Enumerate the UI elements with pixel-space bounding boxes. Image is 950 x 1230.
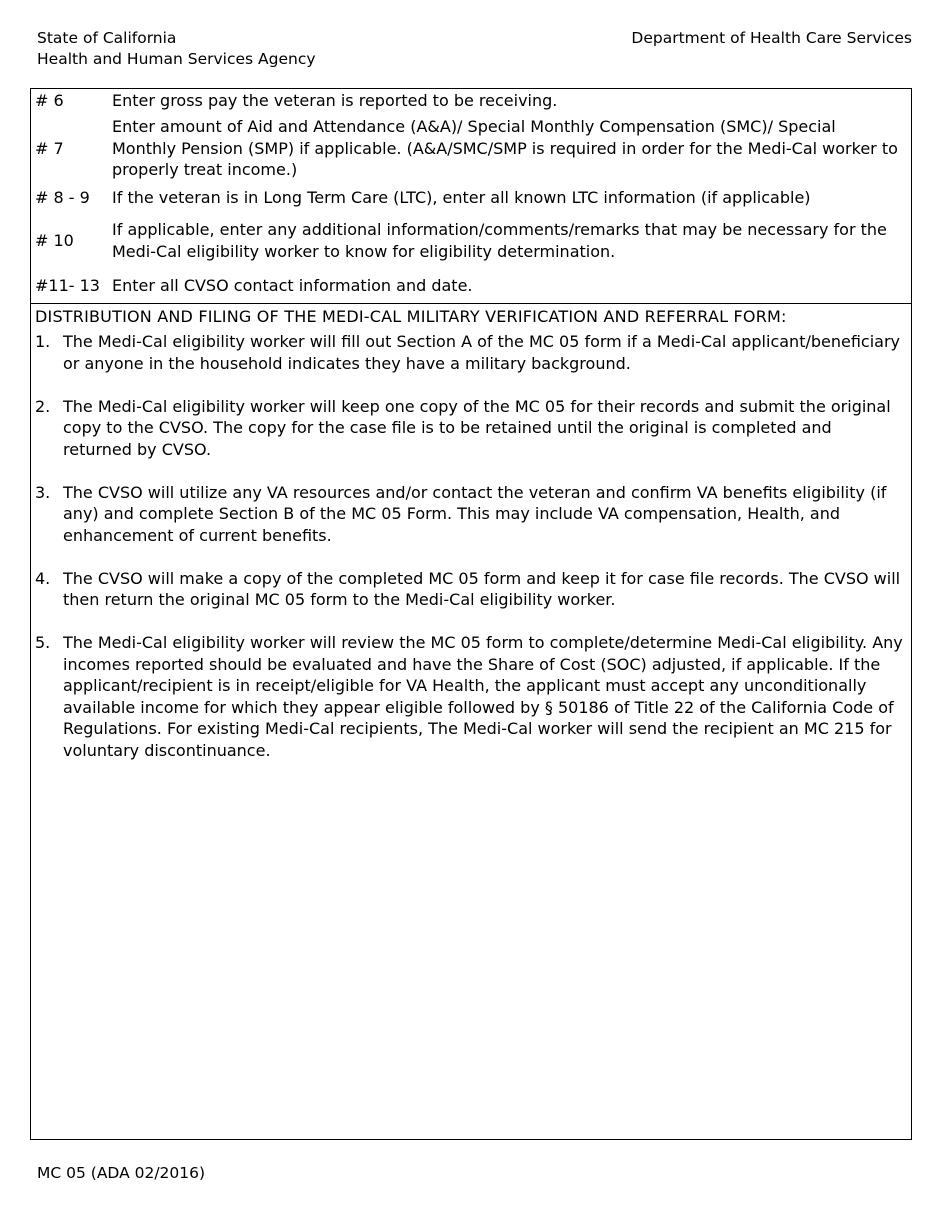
distribution-item-number: 1.: [35, 332, 51, 351]
distribution-item: [35, 632, 905, 761]
distribution-item-text: The Medi-Cal eligibility worker will keep one copy of the MC 05 for their records and submit the original copy to the CVSO. The copy for the case file is to be retained until the original is completed and returned by CVSO.: [63, 396, 891, 459]
instruction-text: If the veteran is in Long Term Care (LTC), enter all known LTC information (if applicable): [112, 188, 811, 207]
form-footer-id: MC 05 (ADA 02/2016): [37, 1164, 206, 1182]
distribution-item: [35, 331, 905, 374]
header-state: State of California: [37, 29, 177, 47]
instruction-text: Enter all CVSO contact information and date.: [112, 276, 473, 295]
distribution-item-text: The Medi-Cal eligibility worker will review the MC 05 form to complete/determine Medi-Cal eligibility. Any incomes reported should be evaluated and have the Share of Cost (SOC) adjusted, if applicable. If the applicant/recipient is in receipt/eligible for VA Health, the applicant must accept any unconditionally available income for which they appear eligible followed by § 50186 of Title 22 of the California Code of Regulations. For existing Medi-Cal recipients, The Medi-Cal worker will send the recipient an MC 215 for voluntary discontinuance.: [63, 633, 903, 760]
distribution-item-text: The CVSO will utilize any VA resources and/or contact the veteran and confirm VA benefits eligibility (if any) and complete Section B of the MC 05 Form. This may include VA compensation, Health, and enhancement of current benefits.: [63, 482, 887, 545]
instruction-number: # 10: [35, 231, 74, 250]
distribution-item-number: 4.: [35, 568, 51, 588]
instruction-text: Enter amount of Aid and Attendance (A&A)/ Special Monthly Compensation (SMC)/ Special Monthly Pension (SMP) if applicable. (A&A/SMC/SMP is required in order for the Medi-Cal worker to properly treat income.): [112, 117, 898, 179]
distribution-item: [35, 396, 905, 461]
distribution-title: DISTRIBUTION AND FILING OF THE MEDI-CAL MILITARY VERIFICATION AND REFERRAL FORM:: [35, 307, 787, 326]
distribution-item-number: 2.: [35, 396, 51, 416]
distribution-item-text: The CVSO will make a copy of the completed MC 05 form and keep it for case file records. The CVSO will then return the original MC 05 form to the Medi-Cal eligibility worker.: [63, 568, 901, 609]
distribution-item-number: 5.: [35, 633, 51, 652]
header-agency-block: [37, 28, 316, 69]
instruction-number: # 7: [35, 138, 64, 158]
distribution-item: [35, 482, 905, 547]
header-department: Department of Health Care Services: [631, 29, 912, 47]
instruction-number: #11- 13: [35, 276, 100, 295]
distribution-item: [35, 568, 905, 611]
form-instructions-box: [30, 88, 912, 1140]
header-agency: Health and Human Services Agency: [37, 49, 316, 68]
section-divider: [31, 303, 911, 304]
instruction-text: If applicable, enter any additional information/comments/remarks that may be necessary for the Medi-Cal eligibility worker to know for eligibility determination.: [112, 220, 887, 261]
instruction-text: Enter gross pay the veteran is reported to be receiving.: [112, 91, 558, 110]
distribution-item-number: 3.: [35, 482, 51, 502]
distribution-item-text: The Medi-Cal eligibility worker will fill out Section A of the MC 05 form if a Medi-Cal applicant/beneficiary or anyone in the household indicates they have a military background.: [63, 332, 901, 373]
distribution-list: [35, 331, 905, 783]
header-department-block: [631, 28, 912, 49]
instruction-number: # 6: [35, 91, 64, 110]
instruction-number: # 8 - 9: [35, 188, 90, 207]
